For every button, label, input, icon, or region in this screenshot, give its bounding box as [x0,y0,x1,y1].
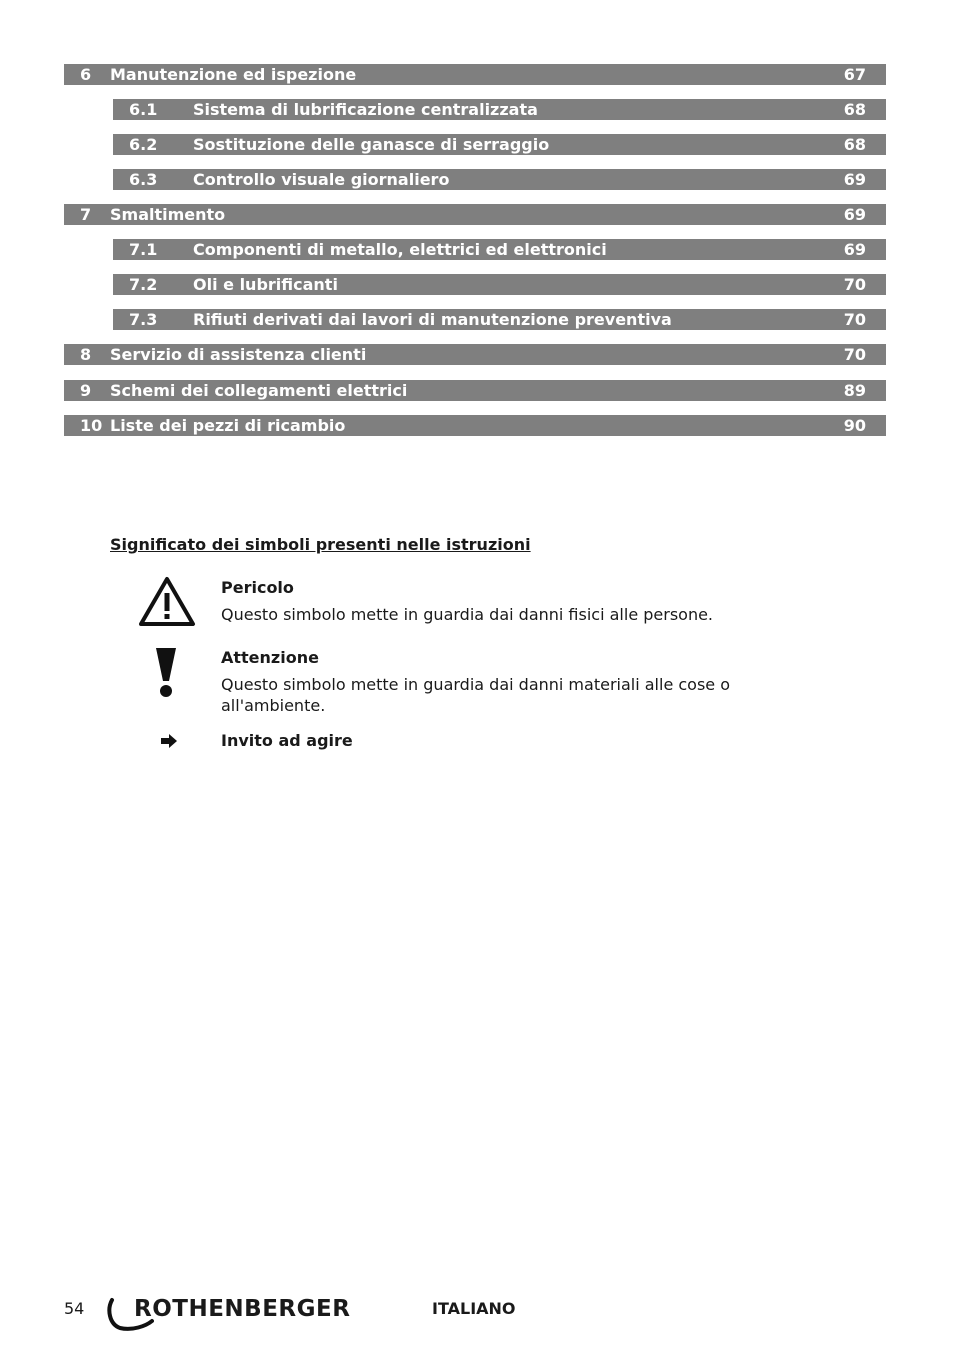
toc-title: Oli e lubrificanti [193,275,338,294]
toc-number: 6.1 [129,100,158,119]
toc-number: 7.1 [129,240,158,259]
toc-number: 6 [80,65,92,84]
toc-title: Rifiuti derivati dai lavori di manutenzione preventiva [193,310,672,329]
legend-desc-caution: Questo simbolo mette in guardia dai danni materiali alle cose o all'ambiente. [221,675,731,715]
toc-number: 6.3 [129,170,158,189]
toc-title: Componenti di metallo, elettrici ed elettronici [193,240,607,259]
toc-title: Smaltimento [110,205,226,224]
toc-entry[interactable] [113,134,886,155]
toc-entry[interactable] [113,239,886,260]
toc-title: Sostituzione delle ganasce di serraggio [193,135,550,154]
toc-page: 70 [843,345,866,364]
toc-title: Servizio di assistenza clienti [110,345,367,364]
toc-entry[interactable] [64,344,886,365]
toc-number: 6.2 [129,135,158,154]
toc-page: 69 [843,170,866,189]
toc-number: 7 [80,205,92,224]
toc-entry[interactable] [64,380,886,401]
legend-heading: Significato dei simboli presenti nelle istruzioni [110,535,531,554]
legend-title-danger: Pericolo [221,578,294,597]
toc-title: Liste dei pezzi di ricambio [110,416,346,435]
legend-title-caution: Attenzione [221,648,319,667]
toc-entry[interactable] [64,415,886,436]
toc-entry[interactable] [113,309,886,330]
toc-page: 68 [843,100,866,119]
legend-title-action: Invito ad agire [221,731,353,750]
toc-page: 67 [843,65,866,84]
toc-title: Manutenzione ed ispezione [110,65,357,84]
toc-page: 70 [843,310,866,329]
toc-page: 68 [843,135,866,154]
toc-number: 7.3 [129,310,158,329]
toc-page: 90 [843,416,866,435]
toc-number: 9 [80,381,92,400]
toc-entry[interactable] [113,169,886,190]
toc-number: 8 [80,345,92,364]
toc-entry[interactable] [113,274,886,295]
toc-page: 70 [843,275,866,294]
toc-entry[interactable] [113,99,886,120]
toc-entry[interactable] [64,204,886,225]
toc-title: Controllo visuale giornaliero [193,170,450,189]
toc-number: 10 [80,416,103,435]
toc-number: 7.2 [129,275,158,294]
arrow-right-icon [160,733,178,753]
language-label: ITALIANO [432,1299,516,1318]
warning-triangle-icon [138,576,196,632]
toc-title: Sistema di lubrificazione centralizzata [193,100,538,119]
legend-desc-danger: Questo simbolo mette in guardia dai danni fisici alle persone. [221,605,714,624]
toc-entry[interactable] [64,64,886,85]
exclamation-icon [155,647,177,703]
toc-page: 69 [843,205,866,224]
toc-title: Schemi dei collegamenti elettrici [110,381,408,400]
brand-logo: ROTHENBERGER [134,1296,351,1322]
toc-page: 69 [843,240,866,259]
toc-page: 89 [843,381,866,400]
page-number: 54 [64,1299,85,1318]
